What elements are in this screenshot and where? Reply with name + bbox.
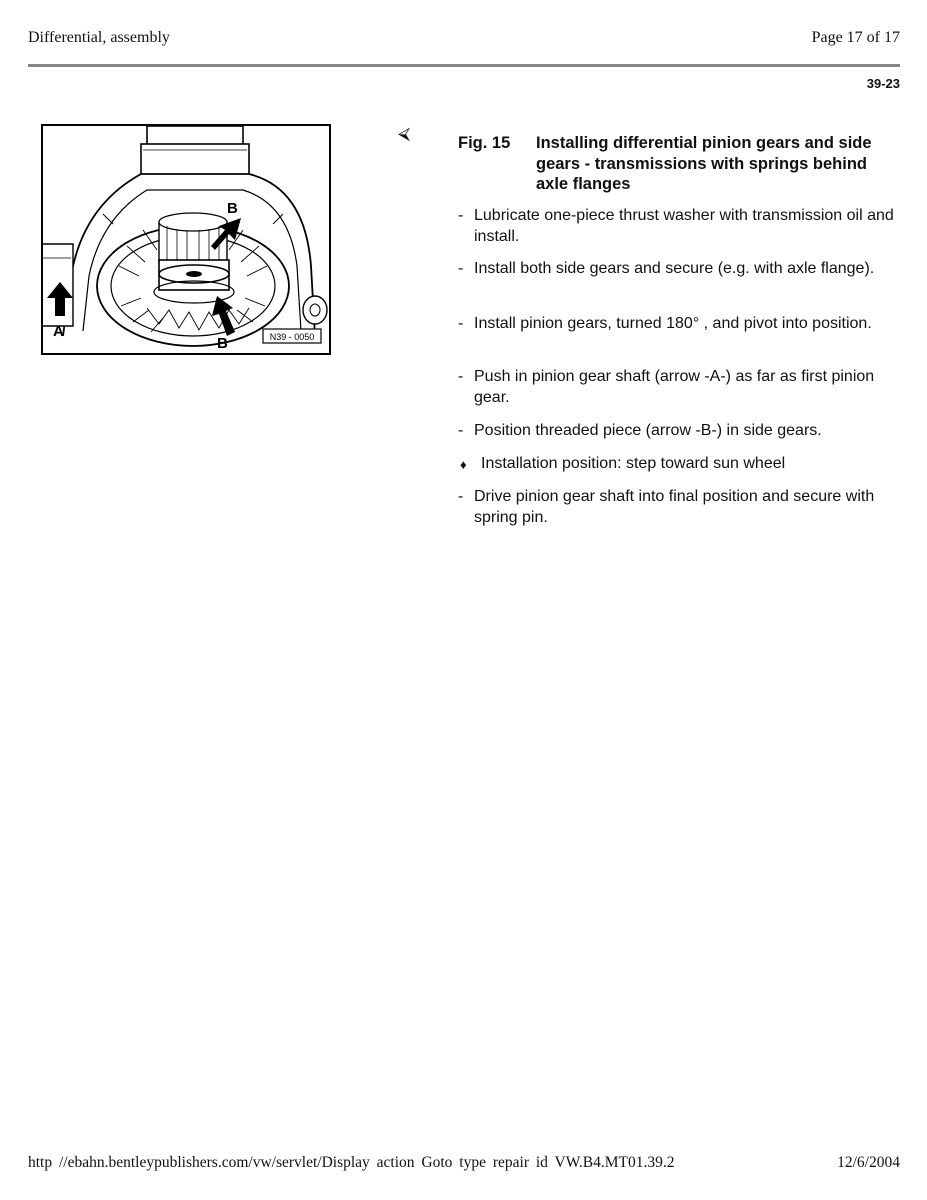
footer-url: http //ebahn.bentleypublishers.com/vw/servlet/Display action Goto type repair id VW.B4.MT01.39.2 (28, 1154, 675, 1171)
header-divider (28, 64, 900, 67)
dash-marker: - (458, 422, 464, 439)
list-item (458, 487, 898, 528)
step-text: Lubricate one-piece thrust washer with transmission oil and install. (474, 207, 894, 245)
footer-date: 12/6/2004 (837, 1154, 900, 1171)
dash-marker: - (458, 368, 464, 385)
list-item (458, 454, 898, 475)
list-item (458, 259, 898, 280)
step-text: Position threaded piece (arrow -B-) in side gears. (474, 422, 822, 439)
arrow-pointer-icon: ⮘ (398, 124, 411, 144)
diamond-bullet-icon: ♦ (460, 457, 467, 472)
figure-ref-code: N39 - 0050 (269, 332, 315, 342)
callout-a: A (53, 323, 64, 340)
page-header-title: Differential, assembly (28, 29, 170, 46)
step-text: Install both side gears and secure (e.g. with axle flange). (474, 260, 875, 277)
dash-marker: - (458, 260, 464, 277)
list-item (458, 421, 898, 442)
step-text: Drive pinion gear shaft into final position and secure with spring pin. (474, 488, 875, 526)
step-text: Install pinion gears, turned 180° , and pivot into position. (474, 315, 872, 332)
list-item (458, 206, 898, 247)
page-number: Page 17 of 17 (811, 29, 900, 46)
dash-marker: - (458, 488, 464, 505)
step-text: Push in pinion gear shaft (arrow -A-) as far as first pinion gear. (474, 368, 875, 406)
list-item (458, 367, 898, 408)
dash-marker: - (458, 207, 464, 224)
figure-illustration (41, 124, 331, 355)
callout-b-bottom: B (217, 335, 228, 352)
figure-number: Fig. 15 (458, 134, 511, 152)
list-item (458, 314, 898, 335)
callout-b-top: B (227, 200, 238, 217)
dash-marker: - (458, 315, 464, 332)
figure-title: Installing differential pinion gears and side gears - transmissions with springs behind axle flanges (536, 134, 872, 193)
step-text: Installation position: step toward sun wheel (481, 455, 786, 472)
section-number: 39-23 (866, 76, 900, 91)
